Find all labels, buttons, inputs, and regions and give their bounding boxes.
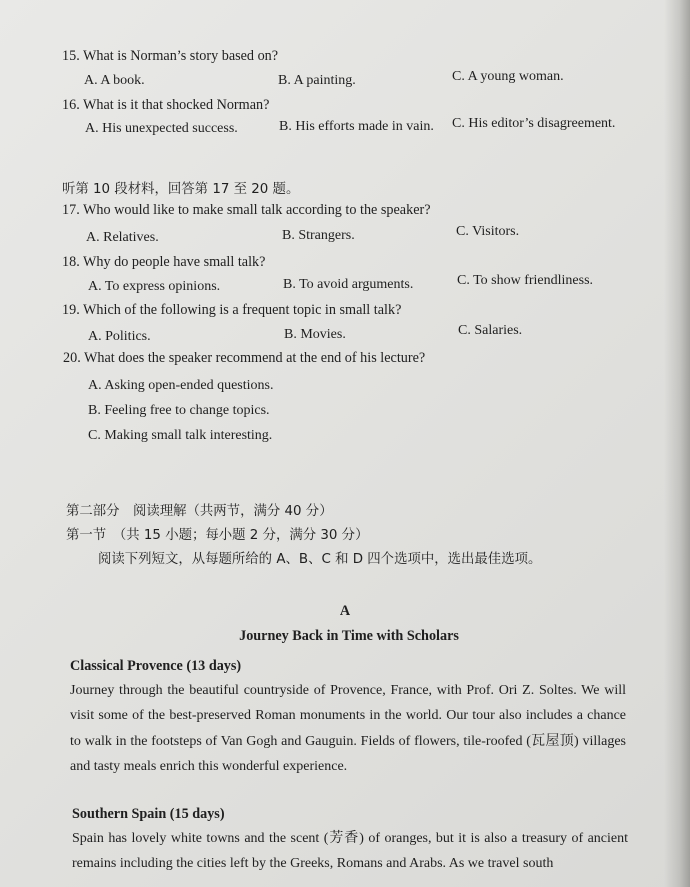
question-19-option-c: C. Salaries. — [458, 323, 523, 338]
question-17-option-b: B. Strangers. — [282, 228, 355, 243]
question-15-option-b: B. A painting. — [278, 73, 356, 88]
question-15-option-a: A. A book. — [84, 73, 145, 88]
page-shadow-edge — [664, 0, 690, 887]
tour-2-heading: Southern Spain (15 days) — [72, 806, 225, 822]
question-17-stem: 17. Who would like to make small talk according to the speaker? — [62, 202, 431, 218]
question-20-option-a: A. Asking open-ended questions. — [88, 378, 274, 393]
reading-instruction: 阅读下列短文，从每题所给的 A、B、C 和 D 四个选项中，选出最佳选项。 — [98, 552, 542, 567]
question-16-option-b: B. His efforts made in vain. — [279, 119, 434, 134]
question-19-option-a: A. Politics. — [88, 329, 151, 344]
question-20-option-c: C. Making small talk interesting. — [88, 428, 273, 443]
question-16-stem: 16. What is it that shocked Norman? — [62, 97, 270, 113]
reading-part-title: 第二部分 阅读理解（共两节，满分 40 分） — [66, 504, 333, 519]
question-17-option-a: A. Relatives. — [86, 230, 159, 245]
question-18-option-b: B. To avoid arguments. — [283, 277, 414, 292]
question-20-option-b: B. Feeling free to change topics. — [88, 403, 270, 418]
tour-1-heading: Classical Provence (13 days) — [70, 658, 242, 674]
question-17-option-c: C. Visitors. — [456, 224, 520, 239]
question-16-option-c: C. His editor’s disagreement. — [452, 116, 616, 131]
question-19-stem: 19. Which of the following is a frequent topic in small talk? — [62, 302, 402, 318]
tour-2-description: Spain has lovely white towns and the scent (芳香) of oranges, but it is also a treasury of ancient remains including the cities left by the Greeks, Romans and Arabs. As we travel south — [72, 831, 628, 872]
tour-1-description: Journey through the beautiful countryside of Provence, France, with Prof. Ori Z. Soltes. We will visit some of the best-preserved Roman monuments in the world. Our tour also includes a chance to walk in the footsteps of Van Gogh and Gauguin. Fields of flowers, tile-roofed (瓦屋顶) villages and tasty meals enrich this wonderful experience. — [70, 683, 626, 774]
question-18-stem: 18. Why do people have small talk? — [62, 254, 266, 270]
question-15-option-c: C. A young woman. — [452, 69, 564, 84]
passage-letter: A — [339, 603, 351, 619]
listening-section-10-heading: 听第 10 段材料，回答第 17 至 20 题。 — [62, 182, 300, 197]
reading-section-title: 第一节 （共 15 小题；每小题 2 分，满分 30 分） — [66, 528, 369, 543]
question-20-stem: 20. What does the speaker recommend at the end of his lecture? — [63, 350, 426, 366]
passage-title: Journey Back in Time with Scholars — [239, 628, 459, 644]
question-19-option-b: B. Movies. — [284, 327, 346, 342]
question-16-option-a: A. His unexpected success. — [85, 121, 238, 136]
question-18-option-a: A. To express opinions. — [88, 279, 221, 294]
question-15-stem: 15. What is Norman’s story based on? — [62, 48, 279, 64]
question-18-option-c: C. To show friendliness. — [457, 273, 594, 288]
